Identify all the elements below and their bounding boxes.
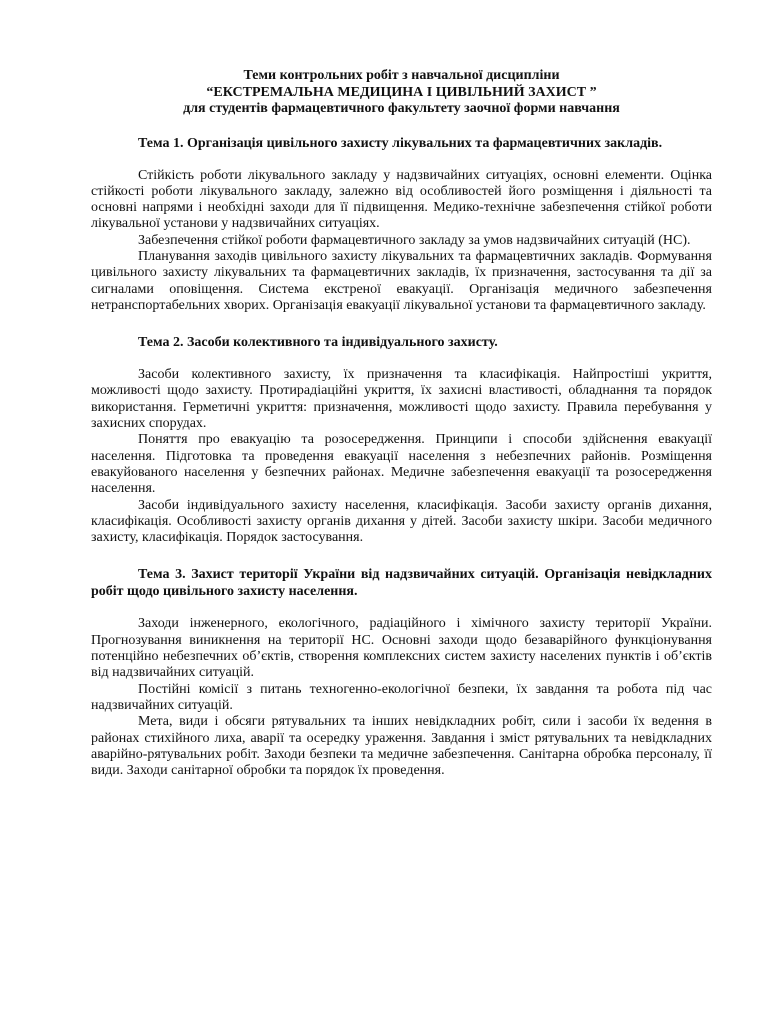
topic-2-paragraph-3: Засоби індивідуального захисту населення, класифікація. Засоби захисту органів дихання, класифікація. Особливості захисту органів дихання у дітей. Засоби захисту шкіри. Засоби медичного захисту, класифікація. Порядок застосування. — [91, 497, 712, 546]
document-header — [91, 68, 712, 118]
topic-1-paragraph-1: Стійкість роботи лікувального закладу у надзвичайних ситуаціях, основні елементи. Оцінка стійкості роботи лікувального закладу, залежно від особливостей його розміщення і діяльності та основні напрями і необхідні заходи для її підвищення. Медико-технічне забезпечення стійкої роботи лікувальної установи у надзвичайних ситуаціях. — [91, 167, 712, 232]
discipline-title: “ЕКСТРЕМАЛЬНА МЕДИЦИНА І ЦИВІЛЬНИЙ ЗАХИСТ ” — [206, 84, 597, 100]
topic-1-title: Тема 1. Організація цивільного захисту лікувальних та фармацевтичних закладів. — [138, 135, 663, 151]
topic-3 — [91, 566, 712, 779]
header-line-1: Теми контрольних робіт з навчальної дисципліни — [243, 68, 560, 83]
topic-2-paragraph-2: Поняття про евакуацію та розосередження. Принципи і способи здійснення евакуації населення. Підготовка та проведення евакуації населення з небезпечних районів. Розміщення евакуйованого населення у безпечних районах. Медичне забезпечення евакуації та розосередження населення. — [91, 432, 712, 497]
topic-3-paragraph-3: Мета, види і обсяги рятувальних та інших невідкладних робіт, сили і засоби їх ведення в районах стихійного лиха, аварії та осередку ураження. Завдання і зміст рятувальних та невідкладних аварійно-рятувальних робіт. Заходи безпеки та медичне забезпечення. Санітарна обробка персоналу, її види. Заходи санітарної обробки та порядок їх проведення. — [91, 714, 712, 779]
topic-3-paragraph-2: Постійні комісії з питань техногенно-екологічної безпеки, їх завдання та робота під час надзвичайних ситуацій. — [91, 681, 712, 713]
topic-1 — [91, 135, 712, 315]
header-line-3: для студентів фармацевтичного факультету заочної форми навчання — [183, 101, 620, 116]
topic-2-paragraph-1: Засоби колективного захисту, їх призначення та класифікація. Найпростіші укриття, можливості щодо захисту. Протирадіаційні укриття, їх захисні властивості, обладнання та порядок використання. Герметичні укриття: призначення, можливості щодо захисту. Правила перебування у захисних спорудах. — [91, 367, 712, 432]
topic-1-paragraph-2: Забезпечення стійкої роботи фармацевтичного закладу за умов надзвичайних ситуацій (НС). — [138, 232, 691, 248]
topic-2 — [91, 334, 712, 546]
topic-3-title: Тема 3. Захист території України від надзвичайних ситуацій. Організація невідкладних робіт щодо цивільного захисту населення. — [91, 567, 712, 600]
topic-3-paragraph-1: Заходи інженерного, екологічного, радіаційного і хімічного захисту території України. Прогнозування виникнення на території НС. Основні заходи щодо безаварійного функціонування потенційно небезпечних об’єктів, створення комплексних систем захисту населених пунктів і об’єктів від надзвичайних ситуацій. — [91, 616, 712, 681]
topic-2-title: Тема 2. Засоби колективного та індивідуального захисту. — [138, 335, 498, 351]
topic-1-paragraph-3: Планування заходів цивільного захисту лікувальних та фармацевтичних закладів. Формування цивільного захисту лікувальних та фармацевтичних закладів, їх призначення, застосування та дії за сигналами оповіщення. Система екстреної евакуації. Організація медичного забезпечення нетранспортабельних хворих. Організація евакуації лікувальної установи та фармацевтичного закладу. — [91, 248, 712, 313]
